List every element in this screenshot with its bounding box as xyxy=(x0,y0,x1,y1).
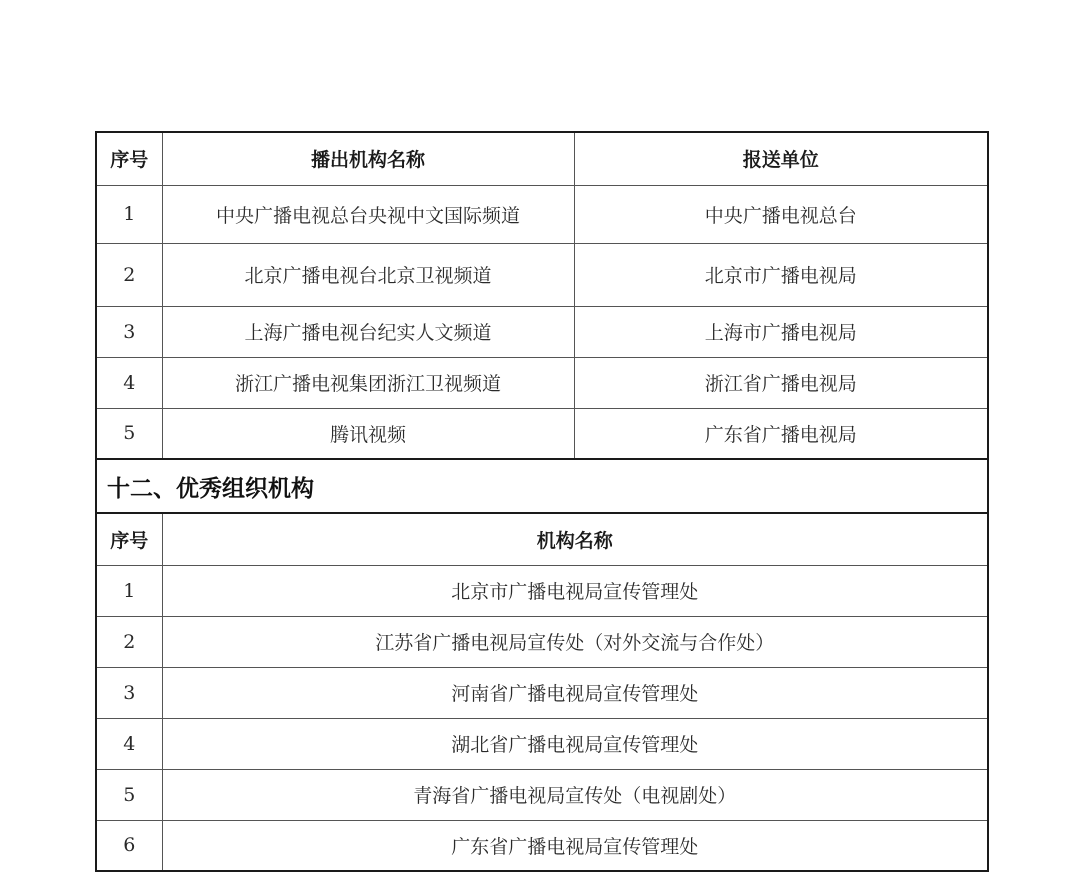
broadcaster-name: 上海广播电视台纪实人文频道 xyxy=(162,306,574,357)
submitting-unit: 广东省广播电视局 xyxy=(574,408,988,459)
section-title: 十二、优秀组织机构 xyxy=(96,459,988,513)
row-index: 5 xyxy=(96,408,162,459)
submitting-unit: 浙江省广播电视局 xyxy=(574,357,988,408)
org-name: 广东省广播电视局宣传管理处 xyxy=(162,820,988,871)
row-index: 2 xyxy=(96,243,162,306)
submitting-unit: 中央广播电视总台 xyxy=(574,185,988,243)
header-submitting-unit: 报送单位 xyxy=(574,132,988,185)
table-row xyxy=(96,565,988,616)
table1-header-row xyxy=(96,132,988,185)
table-row xyxy=(96,820,988,871)
table-row xyxy=(96,718,988,769)
row-index: 4 xyxy=(96,357,162,408)
row-index: 5 xyxy=(96,769,162,820)
table-row xyxy=(96,243,988,306)
org-name: 湖北省广播电视局宣传管理处 xyxy=(162,718,988,769)
broadcaster-name: 北京广播电视台北京卫视频道 xyxy=(162,243,574,306)
table-row xyxy=(96,616,988,667)
row-index: 3 xyxy=(96,667,162,718)
broadcaster-name: 中央广播电视总台央视中文国际频道 xyxy=(162,185,574,243)
header-broadcaster-name: 播出机构名称 xyxy=(162,132,574,185)
table-row xyxy=(96,408,988,459)
table2-header-row xyxy=(96,513,988,565)
awards-table xyxy=(95,131,989,872)
org-name: 江苏省广播电视局宣传处（对外交流与合作处） xyxy=(162,616,988,667)
org-name: 青海省广播电视局宣传处（电视剧处） xyxy=(162,769,988,820)
table-row xyxy=(96,185,988,243)
submitting-unit: 北京市广播电视局 xyxy=(574,243,988,306)
row-index: 3 xyxy=(96,306,162,357)
table-row xyxy=(96,667,988,718)
header-index: 序号 xyxy=(96,513,162,565)
section-title-row xyxy=(96,459,988,513)
submitting-unit: 上海市广播电视局 xyxy=(574,306,988,357)
row-index: 4 xyxy=(96,718,162,769)
broadcaster-name: 浙江广播电视集团浙江卫视频道 xyxy=(162,357,574,408)
table-row xyxy=(96,306,988,357)
table-row xyxy=(96,357,988,408)
broadcaster-name: 腾讯视频 xyxy=(162,408,574,459)
row-index: 1 xyxy=(96,565,162,616)
row-index: 2 xyxy=(96,616,162,667)
header-index: 序号 xyxy=(96,132,162,185)
header-org-name: 机构名称 xyxy=(162,513,988,565)
row-index: 1 xyxy=(96,185,162,243)
org-name: 北京市广播电视局宣传管理处 xyxy=(162,565,988,616)
table-row xyxy=(96,769,988,820)
org-name: 河南省广播电视局宣传管理处 xyxy=(162,667,988,718)
row-index: 6 xyxy=(96,820,162,871)
